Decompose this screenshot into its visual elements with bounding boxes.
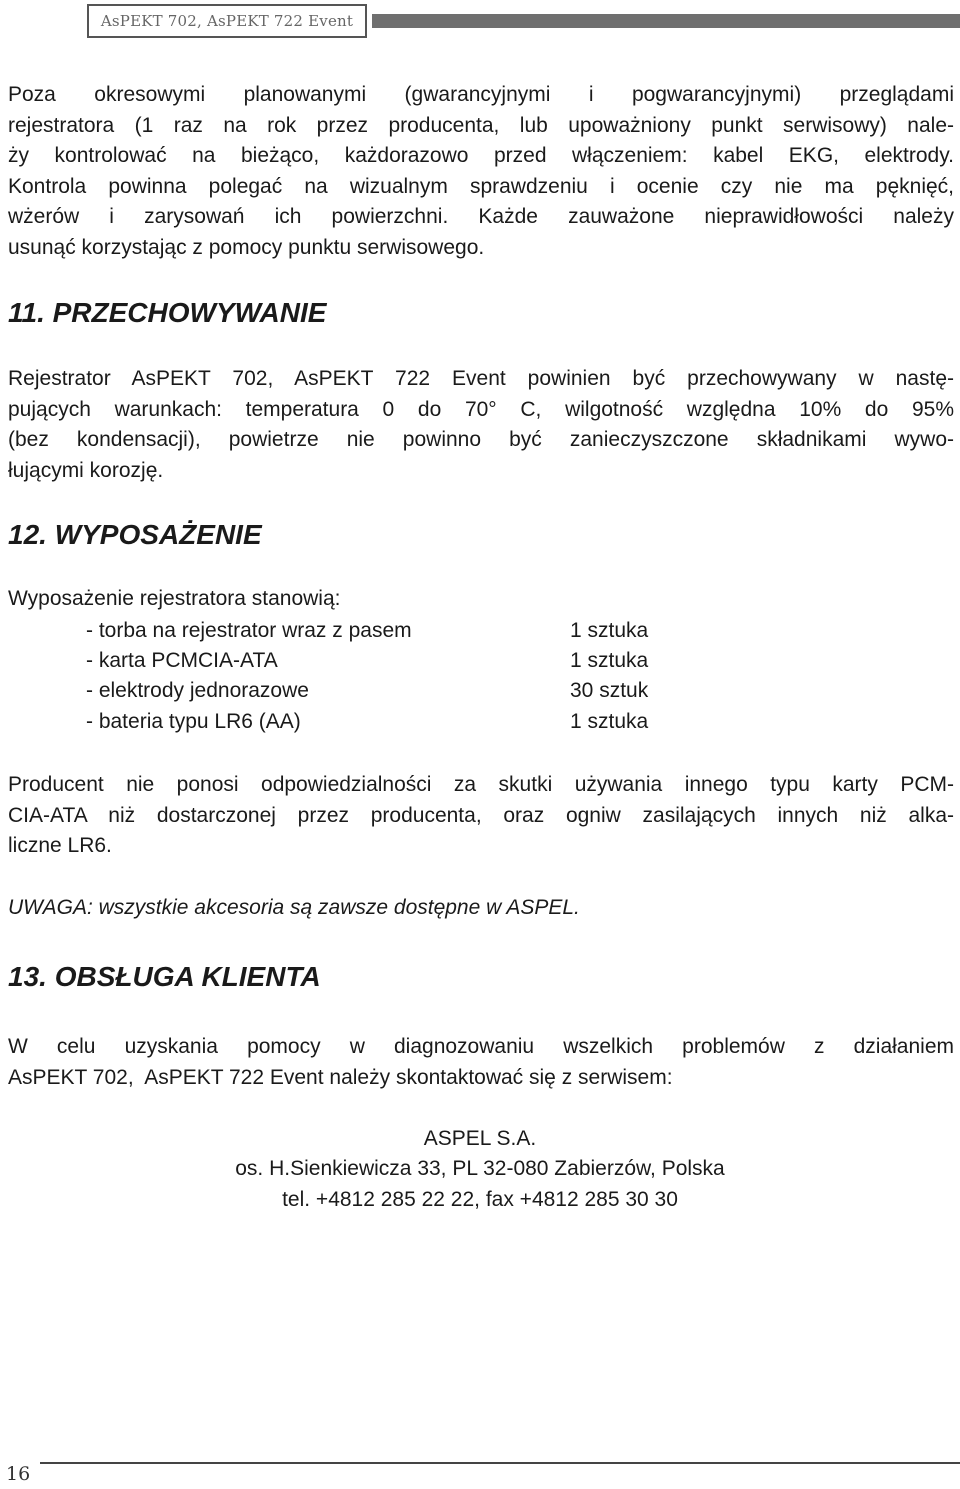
intro-line: usunąć korzystając z pomocy punktu serwisowego. — [8, 235, 485, 259]
equipment-note-line: Producent nie ponosi odpowiedzialności za skutki używania innego typu karty PCM- — [8, 773, 954, 796]
footer-rule — [40, 1462, 960, 1464]
equipment-item-qty: 1 sztuka — [570, 649, 649, 672]
intro-paragraph — [8, 80, 954, 263]
section-12-heading: 12. WYPOSAŻENIE — [8, 519, 262, 550]
section-11-paragraph — [8, 364, 954, 486]
equipment-item-name: - elektrody jednorazowe — [86, 679, 309, 702]
equipment-intro: Wyposażenie rejestratora stanowią: — [8, 587, 341, 610]
equipment-item-qty: 30 sztuk — [570, 679, 649, 702]
header-box — [87, 4, 367, 38]
section-13-paragraph — [8, 1032, 954, 1093]
equipment-note — [8, 770, 954, 862]
intro-line: Kontrola powinna polegać na wizualnym sprawdzeniu i ocenie czy nie ma pęknięć, — [8, 174, 954, 198]
equipment-item-name: - karta PCMCIA-ATA — [86, 649, 278, 672]
section-11-line: Rejestrator AsPEKT 702, AsPEKT 722 Event powinien być przechowywany w nastę- — [8, 367, 954, 390]
equipment-item-qty: 1 sztuka — [570, 619, 649, 642]
section-13-heading: 13. OBSŁUGA KLIENTA — [8, 961, 321, 992]
header-bar — [372, 14, 960, 28]
section-11-line: łującymi korozję. — [8, 458, 164, 482]
contact-address: os. H.Sienkiewicza 33, PL 32-080 Zabierzów, Polska — [235, 1157, 725, 1180]
section-11-heading: 11. PRZECHOWYWANIE — [8, 297, 327, 328]
section-13-line: W celu uzyskania pomocy w diagnozowaniu wszelkich problemów z działaniem — [8, 1035, 954, 1058]
contact-company: ASPEL S.A. — [423, 1127, 537, 1150]
warning-note: UWAGA: wszystkie akcesoria są zawsze dostępne w ASPEL. — [8, 896, 580, 919]
intro-line: wżerów i zarysowań ich powierzchni. Każde zauważone nieprawidłowości należy — [8, 205, 954, 228]
section-11-line: pujących warunkach: temperatura 0 do 70° C, wilgotność względna 10% do 95% — [8, 397, 954, 421]
intro-line: ży kontrolować na bieżąco, każdorazowo przed włączeniem: kabel EKG, elektrody. — [8, 144, 954, 167]
section-11-line: (bez kondensacji), powietrze nie powinno być zanieczyszczone składnikami wywo- — [8, 428, 954, 451]
equipment-item-name: - bateria typu LR6 (AA) — [86, 710, 301, 733]
page-number: 16 — [6, 1463, 31, 1485]
equipment-item-qty: 1 sztuka — [570, 710, 649, 733]
equipment-note-line: CIA-ATA niż dostarczonej przez producenta, oraz ogniw zasilających innych niż alka- — [8, 803, 954, 827]
equipment-note-line: liczne LR6. — [8, 834, 112, 857]
intro-line: Poza okresowymi planowanymi (gwarancyjnymi i pogwarancyjnymi) przeglądami — [8, 83, 954, 106]
equipment-item-name: - torba na rejestrator wraz z pasem — [86, 619, 412, 642]
contact-phone: tel. +4812 285 22 22, fax +4812 285 30 30 — [282, 1188, 678, 1211]
intro-line: rejestratora (1 raz na rok przez producenta, lub upoważniony punkt serwisowy) nale- — [8, 113, 954, 137]
running-header-title: AsPEKT 702, AsPEKT 722 Event — [100, 12, 354, 30]
section-13-line: AsPEKT 702, AsPEKT 722 Event należy skontaktować się z serwisem: — [8, 1065, 673, 1089]
